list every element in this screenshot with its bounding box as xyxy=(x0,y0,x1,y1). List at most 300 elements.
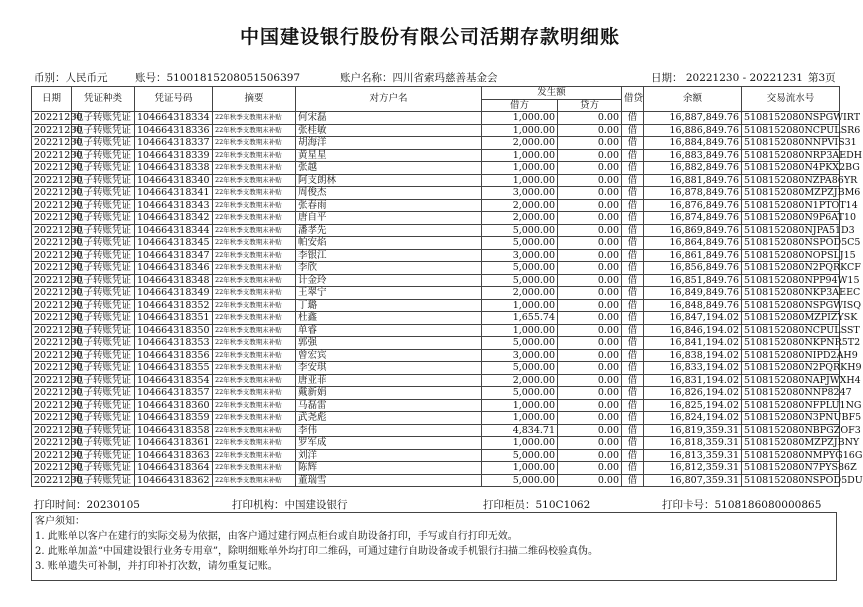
cell-sum: 22年秋季支教期末补贴 xyxy=(213,287,296,300)
table-row xyxy=(32,287,840,300)
cell-sum: 22年秋季支教期末补贴 xyxy=(213,299,296,312)
cell-no: 104664318360 xyxy=(135,399,213,412)
cell-sum: 22年秋季支教期末补贴 xyxy=(213,137,296,150)
cell-serial: 5108152080NSPGWISQ xyxy=(742,299,840,312)
table-row xyxy=(32,112,840,125)
cell-type: 电子转账凭证 xyxy=(72,237,135,250)
cell-serial: 5108152080N1PTOT14 xyxy=(742,199,840,212)
cell-bal: 16,831,194.02 xyxy=(644,374,742,387)
cell-dc: 借 xyxy=(622,287,644,300)
cell-name: 潘孝先 xyxy=(296,224,482,237)
cell-sum: 22年秋季支教期末补贴 xyxy=(213,374,296,387)
col-counterparty: 对方户名 xyxy=(296,87,482,112)
cell-date: 20221230 xyxy=(32,187,72,200)
cell-type: 电子转账凭证 xyxy=(72,249,135,262)
cell-sum: 22年秋季支教期末补贴 xyxy=(213,199,296,212)
cell-credit: 0.00 xyxy=(558,324,622,337)
table-row xyxy=(32,137,840,150)
cell-dc: 借 xyxy=(622,337,644,350)
table-row xyxy=(32,299,840,312)
cell-no: 104664318354 xyxy=(135,374,213,387)
cell-type: 电子转账凭证 xyxy=(72,449,135,462)
table-row xyxy=(32,224,840,237)
cell-sum: 22年秋季支教期末补贴 xyxy=(213,312,296,325)
cell-type: 电子转账凭证 xyxy=(72,462,135,475)
cell-type: 电子转账凭证 xyxy=(72,474,135,487)
cell-bal: 16,841,194.02 xyxy=(644,337,742,350)
col-voucher-type: 凭证种类 xyxy=(72,87,135,112)
cell-name: 计金玲 xyxy=(296,274,482,287)
cell-debit: 3,000.00 xyxy=(482,187,558,200)
cell-no: 104664318340 xyxy=(135,174,213,187)
cell-serial: 5108152080N4PKX2BG xyxy=(742,162,840,175)
cell-credit: 0.00 xyxy=(558,199,622,212)
cell-date: 20221230 xyxy=(32,437,72,450)
cell-sum: 22年秋季支教期末补贴 xyxy=(213,237,296,250)
print-teller: 打印柜员：510C1062 xyxy=(483,499,591,511)
cell-credit: 0.00 xyxy=(558,237,622,250)
cell-credit: 0.00 xyxy=(558,112,622,125)
cell-credit: 0.00 xyxy=(558,137,622,150)
cell-name: 陈辉 xyxy=(296,462,482,475)
cell-serial: 5108152080MZPIZYSK xyxy=(742,312,840,325)
cell-date: 20221230 xyxy=(32,212,72,225)
currency-label: 币别：人民币元 xyxy=(34,72,108,84)
cell-no: 104664318345 xyxy=(135,237,213,250)
cell-debit: 2,000.00 xyxy=(482,374,558,387)
cell-dc: 借 xyxy=(622,299,644,312)
cell-no: 104664318346 xyxy=(135,262,213,275)
cell-bal: 16,818,359.31 xyxy=(644,437,742,450)
cell-date: 20221230 xyxy=(32,149,72,162)
cell-debit: 4,834.71 xyxy=(482,424,558,437)
cell-name: 李欣 xyxy=(296,262,482,275)
cell-no: 104664318352 xyxy=(135,299,213,312)
cell-sum: 22年秋季支教期末补贴 xyxy=(213,437,296,450)
cell-type: 电子转账凭证 xyxy=(72,362,135,375)
cell-dc: 借 xyxy=(622,449,644,462)
col-summary: 摘要 xyxy=(213,87,296,112)
cell-bal: 16,874,849.76 xyxy=(644,212,742,225)
cell-serial: 5108152080NSPOD5C5 xyxy=(742,237,840,250)
cell-debit: 1,000.00 xyxy=(482,299,558,312)
cell-debit: 5,000.00 xyxy=(482,237,558,250)
cell-credit: 0.00 xyxy=(558,424,622,437)
cell-date: 20221230 xyxy=(32,199,72,212)
cell-name: 王翠宁 xyxy=(296,287,482,300)
cell-date: 20221230 xyxy=(32,362,72,375)
cell-name: 单睿 xyxy=(296,324,482,337)
cell-debit: 1,000.00 xyxy=(482,437,558,450)
cell-date: 20221230 xyxy=(32,299,72,312)
cell-debit: 1,000.00 xyxy=(482,174,558,187)
cell-date: 20221230 xyxy=(32,162,72,175)
cell-date: 20221230 xyxy=(32,174,72,187)
table-header xyxy=(32,87,840,112)
cell-serial: 5108152080NCPULSR6 xyxy=(742,124,840,137)
cell-bal: 16,881,849.76 xyxy=(644,174,742,187)
col-dc: 借贷 xyxy=(622,87,644,112)
cell-type: 电子转账凭证 xyxy=(72,299,135,312)
cell-dc: 借 xyxy=(622,149,644,162)
cell-dc: 借 xyxy=(622,437,644,450)
notice-line: 2. 此账单加盖“中国建设银行业务专用章”，除明细账单外均打印二维码，可通过建行自助设备或手机银行扫描二维码校验真伪。 xyxy=(35,546,598,557)
cell-bal: 16,819,359.31 xyxy=(644,424,742,437)
cell-debit: 3,000.00 xyxy=(482,249,558,262)
cell-date: 20221230 xyxy=(32,462,72,475)
cell-credit: 0.00 xyxy=(558,312,622,325)
cell-name: 曾宏宾 xyxy=(296,349,482,362)
cell-name: 武尧彪 xyxy=(296,412,482,425)
table-row xyxy=(32,124,840,137)
notice-line: 1. 此账单以客户在建行的实际交易为依据，由客户通过建行网点柜台或自助设备打印，手写或自行打印无效。 xyxy=(35,531,518,542)
cell-no: 104664318334 xyxy=(135,112,213,125)
cell-no: 104664318353 xyxy=(135,337,213,350)
print-org: 打印机构：中国建设银行 xyxy=(232,499,348,511)
cell-name: 李伟 xyxy=(296,424,482,437)
cell-type: 电子转账凭证 xyxy=(72,424,135,437)
cell-serial: 5108152080NNP8247 xyxy=(742,387,840,400)
cell-debit: 1,000.00 xyxy=(482,399,558,412)
cell-no: 104664318357 xyxy=(135,387,213,400)
table-row xyxy=(32,274,840,287)
cell-bal: 16,861,849.76 xyxy=(644,249,742,262)
cell-sum: 22年秋季支教期末补贴 xyxy=(213,324,296,337)
cell-dc: 借 xyxy=(622,274,644,287)
cell-type: 电子转账凭证 xyxy=(72,399,135,412)
cell-bal: 16,807,359.31 xyxy=(644,474,742,487)
cell-no: 104664318356 xyxy=(135,349,213,362)
cell-dc: 借 xyxy=(622,237,644,250)
cell-date: 20221230 xyxy=(32,287,72,300)
cell-serial: 5108152080NIPD2AH9 xyxy=(742,349,840,362)
cell-credit: 0.00 xyxy=(558,349,622,362)
cell-bal: 16,826,194.02 xyxy=(644,387,742,400)
cell-serial: 5108152080N9P6AT10 xyxy=(742,212,840,225)
cell-credit: 0.00 xyxy=(558,162,622,175)
table-row xyxy=(32,212,840,225)
cell-type: 电子转账凭证 xyxy=(72,162,135,175)
cell-bal: 16,849,849.76 xyxy=(644,287,742,300)
table-row xyxy=(32,424,840,437)
cell-serial: 5108152080NJPA51D3 xyxy=(742,224,840,237)
col-serial: 交易流水号 xyxy=(742,87,840,112)
cell-sum: 22年秋季支教期末补贴 xyxy=(213,412,296,425)
cell-debit: 1,000.00 xyxy=(482,412,558,425)
cell-type: 电子转账凭证 xyxy=(72,387,135,400)
cell-debit: 2,000.00 xyxy=(482,199,558,212)
cell-name: 何宋磊 xyxy=(296,112,482,125)
cell-no: 104664318343 xyxy=(135,199,213,212)
cell-sum: 22年秋季支教期末补贴 xyxy=(213,124,296,137)
cell-dc: 借 xyxy=(622,262,644,275)
cell-bal: 16,851,849.76 xyxy=(644,274,742,287)
table-row xyxy=(32,412,840,425)
cell-dc: 借 xyxy=(622,412,644,425)
cell-date: 20221230 xyxy=(32,249,72,262)
cell-type: 电子转账凭证 xyxy=(72,149,135,162)
cell-dc: 借 xyxy=(622,312,644,325)
cell-dc: 借 xyxy=(622,212,644,225)
table-row xyxy=(32,237,840,250)
cell-credit: 0.00 xyxy=(558,437,622,450)
cell-credit: 0.00 xyxy=(558,374,622,387)
cell-name: 马磊雷 xyxy=(296,399,482,412)
cell-name: 周俊杰 xyxy=(296,187,482,200)
cell-no: 104664318342 xyxy=(135,212,213,225)
cell-sum: 22年秋季支教期末补贴 xyxy=(213,449,296,462)
cell-credit: 0.00 xyxy=(558,399,622,412)
cell-date: 20221230 xyxy=(32,137,72,150)
notice-line: 3. 账单遗失可补制，并打印补打次数，请勿重复记账。 xyxy=(35,561,278,572)
cell-dc: 借 xyxy=(622,187,644,200)
cell-sum: 22年秋季支教期末补贴 xyxy=(213,262,296,275)
cell-serial: 5108152080NFPLU1NG xyxy=(742,399,840,412)
print-time: 打印时间：20230105 xyxy=(34,499,140,511)
cell-dc: 借 xyxy=(622,112,644,125)
col-date: 日期 xyxy=(32,87,72,112)
cell-date: 20221230 xyxy=(32,449,72,462)
cell-credit: 0.00 xyxy=(558,287,622,300)
cell-debit: 2,000.00 xyxy=(482,212,558,225)
cell-credit: 0.00 xyxy=(558,362,622,375)
cell-date: 20221230 xyxy=(32,124,72,137)
cell-credit: 0.00 xyxy=(558,262,622,275)
cell-type: 电子转账凭证 xyxy=(72,287,135,300)
cell-no: 104664318336 xyxy=(135,124,213,137)
cell-serial: 5108152080NAPJWXH4 xyxy=(742,374,840,387)
cell-debit: 5,000.00 xyxy=(482,362,558,375)
account-name: 账户名称：四川省索玛慈善基金会 xyxy=(340,72,498,84)
cell-name: 帕安焰 xyxy=(296,237,482,250)
cell-credit: 0.00 xyxy=(558,212,622,225)
cell-bal: 16,848,849.76 xyxy=(644,299,742,312)
cell-debit: 1,655.74 xyxy=(482,312,558,325)
cell-serial: 5108152080NRP3AEDH xyxy=(742,149,840,162)
cell-debit: 1,000.00 xyxy=(482,162,558,175)
cell-type: 电子转账凭证 xyxy=(72,412,135,425)
cell-sum: 22年秋季支教期末补贴 xyxy=(213,474,296,487)
cell-no: 104664318359 xyxy=(135,412,213,425)
cell-sum: 22年秋季支教期末补贴 xyxy=(213,162,296,175)
cell-no: 104664318348 xyxy=(135,274,213,287)
col-amount-group: 发生额 xyxy=(482,87,622,100)
cell-dc: 借 xyxy=(622,387,644,400)
cell-debit: 2,000.00 xyxy=(482,287,558,300)
cell-sum: 22年秋季支教期末补贴 xyxy=(213,387,296,400)
cell-no: 104664318349 xyxy=(135,287,213,300)
cell-sum: 22年秋季支教期末补贴 xyxy=(213,224,296,237)
cell-bal: 16,813,359.31 xyxy=(644,449,742,462)
cell-serial: 5108152080NNPVIS31 xyxy=(742,137,840,150)
table-row xyxy=(32,312,840,325)
cell-type: 电子转账凭证 xyxy=(72,312,135,325)
cell-credit: 0.00 xyxy=(558,449,622,462)
table-row xyxy=(32,362,840,375)
cell-serial: 5108152080N2PQRKCF xyxy=(742,262,840,275)
cell-type: 电子转账凭证 xyxy=(72,374,135,387)
table-row xyxy=(32,437,840,450)
cell-sum: 22年秋季支教期末补贴 xyxy=(213,362,296,375)
cell-serial: 5108152080NPP94W15 xyxy=(742,274,840,287)
cell-debit: 5,000.00 xyxy=(482,337,558,350)
cell-bal: 16,876,849.76 xyxy=(644,199,742,212)
cell-serial: 5108152080N2PQRKH9 xyxy=(742,362,840,375)
cell-bal: 16,869,849.76 xyxy=(644,224,742,237)
cell-serial: 5108152080MZPZJBM6 xyxy=(742,187,840,200)
notice-heading: 客户须知： xyxy=(35,516,85,527)
cell-serial: 5108152080NSPGWIRT xyxy=(742,112,840,125)
cell-date: 20221230 xyxy=(32,349,72,362)
table-row xyxy=(32,474,840,487)
col-voucher-no: 凭证号码 xyxy=(135,87,213,112)
cell-credit: 0.00 xyxy=(558,174,622,187)
cell-sum: 22年秋季支教期末补贴 xyxy=(213,424,296,437)
cell-date: 20221230 xyxy=(32,237,72,250)
cell-no: 104664318347 xyxy=(135,249,213,262)
cell-name: 张越 xyxy=(296,162,482,175)
cell-credit: 0.00 xyxy=(558,387,622,400)
cell-no: 104664318361 xyxy=(135,437,213,450)
table-row xyxy=(32,174,840,187)
cell-type: 电子转账凭证 xyxy=(72,174,135,187)
cell-type: 电子转账凭证 xyxy=(72,187,135,200)
cell-type: 电子转账凭证 xyxy=(72,124,135,137)
cell-bal: 16,847,194.02 xyxy=(644,312,742,325)
cell-credit: 0.00 xyxy=(558,299,622,312)
table-row xyxy=(32,249,840,262)
cell-no: 104664318358 xyxy=(135,424,213,437)
cell-dc: 借 xyxy=(622,174,644,187)
cell-credit: 0.00 xyxy=(558,187,622,200)
cell-date: 20221230 xyxy=(32,374,72,387)
cell-debit: 1,000.00 xyxy=(482,112,558,125)
cell-date: 20221230 xyxy=(32,399,72,412)
cell-credit: 0.00 xyxy=(558,462,622,475)
cell-bal: 16,856,849.76 xyxy=(644,262,742,275)
cell-date: 20221230 xyxy=(32,224,72,237)
cell-no: 104664318351 xyxy=(135,312,213,325)
table-row xyxy=(32,462,840,475)
cell-bal: 16,884,849.76 xyxy=(644,137,742,150)
col-debit: 借方 xyxy=(482,99,558,112)
cell-name: 李银江 xyxy=(296,249,482,262)
cell-serial: 5108152080NOPSLJ15 xyxy=(742,249,840,262)
table-row xyxy=(32,149,840,162)
cell-no: 104664318339 xyxy=(135,149,213,162)
cell-bal: 16,825,194.02 xyxy=(644,399,742,412)
cell-date: 20221230 xyxy=(32,412,72,425)
cell-type: 电子转账凭证 xyxy=(72,324,135,337)
cell-serial: 5108152080NZPA86YR xyxy=(742,174,840,187)
cell-sum: 22年秋季支教期末补贴 xyxy=(213,112,296,125)
cell-serial: 5108152080NMPYG16G xyxy=(742,449,840,462)
cell-debit: 5,000.00 xyxy=(482,274,558,287)
cell-credit: 0.00 xyxy=(558,474,622,487)
cell-credit: 0.00 xyxy=(558,124,622,137)
cell-dc: 借 xyxy=(622,124,644,137)
cell-name: 郭强 xyxy=(296,337,482,350)
cell-dc: 借 xyxy=(622,137,644,150)
cell-sum: 22年秋季支教期末补贴 xyxy=(213,349,296,362)
cell-bal: 16,883,849.76 xyxy=(644,149,742,162)
cell-sum: 22年秋季支教期末补贴 xyxy=(213,212,296,225)
cell-credit: 0.00 xyxy=(558,149,622,162)
cell-name: 董瑞雪 xyxy=(296,474,482,487)
cell-sum: 22年秋季支教期末补贴 xyxy=(213,274,296,287)
table-row xyxy=(32,387,840,400)
cell-type: 电子转账凭证 xyxy=(72,112,135,125)
cell-name: 罗军成 xyxy=(296,437,482,450)
cell-bal: 16,824,194.02 xyxy=(644,412,742,425)
cell-dc: 借 xyxy=(622,249,644,262)
table-row xyxy=(32,262,840,275)
cell-name: 李安琪 xyxy=(296,362,482,375)
cell-bal: 16,812,359.31 xyxy=(644,462,742,475)
cell-dc: 借 xyxy=(622,474,644,487)
cell-no: 104664318355 xyxy=(135,362,213,375)
cell-name: 杜鑫 xyxy=(296,312,482,325)
table-row xyxy=(32,374,840,387)
cell-dc: 借 xyxy=(622,462,644,475)
cell-credit: 0.00 xyxy=(558,224,622,237)
cell-name: 刘洋 xyxy=(296,449,482,462)
table-row xyxy=(32,399,840,412)
cell-no: 104664318338 xyxy=(135,162,213,175)
customer-notice xyxy=(31,512,837,581)
cell-date: 20221230 xyxy=(32,112,72,125)
cell-serial: 5108152080NSPOD5DU xyxy=(742,474,840,487)
cell-debit: 5,000.00 xyxy=(482,449,558,462)
cell-date: 20221230 xyxy=(32,262,72,275)
cell-no: 104664318341 xyxy=(135,187,213,200)
cell-debit: 1,000.00 xyxy=(482,149,558,162)
cell-bal: 16,846,194.02 xyxy=(644,324,742,337)
cell-date: 20221230 xyxy=(32,312,72,325)
table-row xyxy=(32,324,840,337)
table-body xyxy=(32,112,863,487)
cell-type: 电子转账凭证 xyxy=(72,224,135,237)
cell-serial: 5108152080N7PYS86Z xyxy=(742,462,840,475)
cell-bal: 16,864,849.76 xyxy=(644,237,742,250)
cell-date: 20221230 xyxy=(32,324,72,337)
transaction-table xyxy=(31,86,863,487)
cell-date: 20221230 xyxy=(32,387,72,400)
table-row xyxy=(32,349,840,362)
cell-debit: 5,000.00 xyxy=(482,224,558,237)
cell-dc: 借 xyxy=(622,224,644,237)
cell-bal: 16,882,849.76 xyxy=(644,162,742,175)
cell-credit: 0.00 xyxy=(558,337,622,350)
col-credit: 贷方 xyxy=(558,99,622,112)
cell-debit: 1,000.00 xyxy=(482,462,558,475)
cell-sum: 22年秋季支教期末补贴 xyxy=(213,187,296,200)
cell-name: 唐自平 xyxy=(296,212,482,225)
cell-debit: 2,000.00 xyxy=(482,137,558,150)
cell-name: 戴新娟 xyxy=(296,387,482,400)
cell-bal: 16,886,849.76 xyxy=(644,124,742,137)
cell-credit: 0.00 xyxy=(558,274,622,287)
table-row xyxy=(32,187,840,200)
cell-type: 电子转账凭证 xyxy=(72,137,135,150)
table-row xyxy=(32,199,840,212)
cell-date: 20221230 xyxy=(32,274,72,287)
cell-bal: 16,878,849.76 xyxy=(644,187,742,200)
print-card: 打印卡号：5108186080000865 xyxy=(662,499,822,511)
cell-type: 电子转账凭证 xyxy=(72,262,135,275)
cell-name: 黄星星 xyxy=(296,149,482,162)
cell-no: 104664318364 xyxy=(135,462,213,475)
